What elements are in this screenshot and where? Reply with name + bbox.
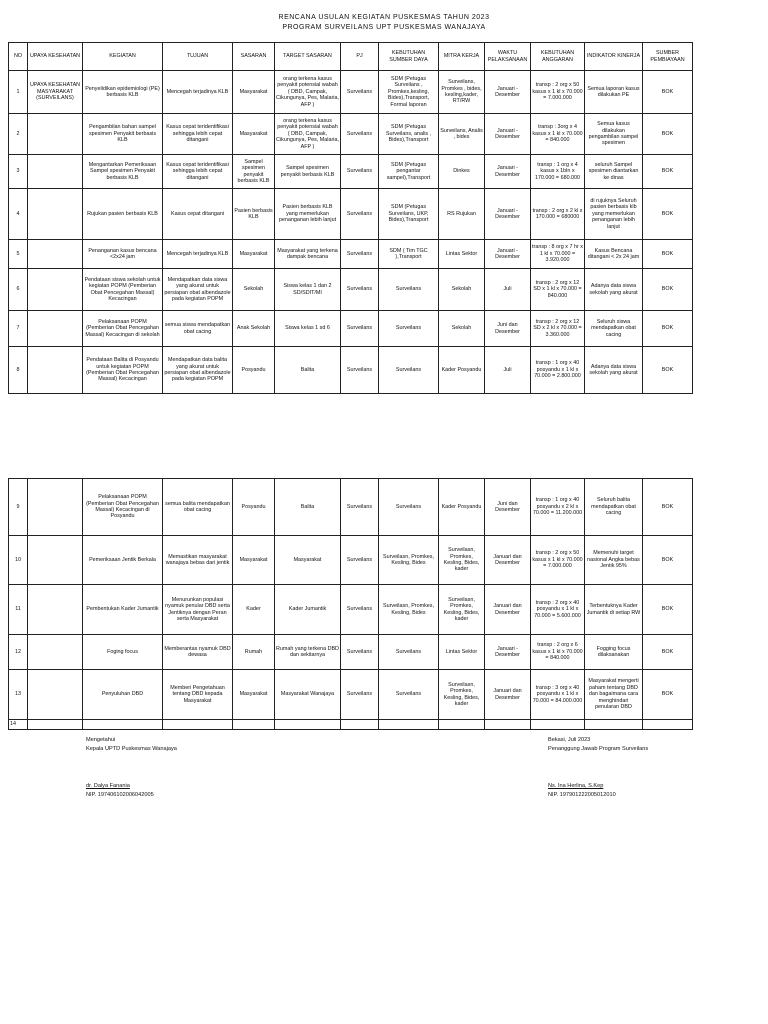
pic-cell: Surveilans <box>341 347 379 394</box>
funding-cell: BOK <box>643 155 693 189</box>
partner-cell: Sekolah <box>439 311 485 347</box>
partner-cell: Lintas Sektor <box>439 240 485 269</box>
resources-cell: SDM (Petugas pengantar sampel),Transport <box>379 155 439 189</box>
health-effort-cell <box>28 269 83 311</box>
table-body-page2 <box>9 479 693 730</box>
table-row <box>9 347 693 394</box>
pic-cell: Surveilans <box>341 635 379 670</box>
health-effort-cell <box>28 536 83 585</box>
activity-table-page2 <box>8 478 693 730</box>
health-effort-cell <box>28 635 83 670</box>
funding-cell: BOK <box>643 585 693 635</box>
activity-cell: Pendataan siswa sekolah untuk kegiatan POPM (Pemberian Obat Pencegahan Massal) Kecacingan <box>83 269 163 311</box>
objective-cell <box>163 720 233 730</box>
target-group-cell: Pasien berbasis KLB <box>233 189 275 240</box>
schedule-cell: Januari dan Desember <box>485 536 531 585</box>
pic-cell: Surveilans <box>341 479 379 536</box>
target-cell: Pasien berbasis KLB yang memerlukan penanganan lebih lanjut <box>275 189 341 240</box>
resources-cell: Surveilasn, Promkes, Kesling, Bides <box>379 536 439 585</box>
row-number: 9 <box>9 479 28 536</box>
budget-cell: transp : 2 org x 6 kasus x 1 kl x 70.000 = 840.000 <box>531 635 585 670</box>
schedule-cell: Juli <box>485 269 531 311</box>
partner-cell: RS Rujukan <box>439 189 485 240</box>
pic-cell: Surveilans <box>341 240 379 269</box>
row-number: 1 <box>9 71 28 114</box>
objective-cell: Mendapatkan data siswa yang akurat untuk persiapan obat albendazole pada kegiatan POPM <box>163 269 233 311</box>
health-effort-cell <box>28 347 83 394</box>
target-group-cell: Rumah <box>233 635 275 670</box>
row-number: 11 <box>9 585 28 635</box>
target-cell: Siswa kelas 1 dan 2 SD/SDIT/MI <box>275 269 341 311</box>
header-cell: KEBUTUHAN SUMBER DAYA <box>379 43 439 71</box>
partner-cell: Sekolah <box>439 269 485 311</box>
target-group-cell: Posyandu <box>233 347 275 394</box>
budget-cell: transp : 2 org x 40 posyandu x 1 kl x 70.000 = 5.600.000 <box>531 585 585 635</box>
schedule-cell: Juni dan Desember <box>485 311 531 347</box>
budget-cell: transp : 8 org x 7 hr x 1 kl x 70.000 = 3.920.000 <box>531 240 585 269</box>
indicator-cell: Adanya data siswa sekolah yang akurat <box>585 269 643 311</box>
target-cell <box>275 720 341 730</box>
budget-cell: transp : 2 org x 50 kasus x 1 kl x 70.000 = 7.000.000 <box>531 536 585 585</box>
funding-cell: BOK <box>643 479 693 536</box>
pic-cell: Surveilans <box>341 670 379 720</box>
target-group-cell: Masyarakat <box>233 536 275 585</box>
activity-cell: Penanganan kasus bencana <2x24 jam <box>83 240 163 269</box>
objective-cell: semua siswa mendapatkan obat cacing <box>163 311 233 347</box>
header-cell: KEGIATAN <box>83 43 163 71</box>
indicator-cell: Kasus Bencana ditangani < 2x 24 jam <box>585 240 643 269</box>
head-title: Kepala UPTD Puskesmas Wanajaya <box>86 745 177 752</box>
target-cell: Balita <box>275 347 341 394</box>
row-number: 5 <box>9 240 28 269</box>
target-group-cell: Posyandu <box>233 479 275 536</box>
funding-cell: BOK <box>643 536 693 585</box>
health-effort-cell <box>28 155 83 189</box>
partner-cell: Surveilans, Promkes , bides, kesling,kader, RT/RW <box>439 71 485 114</box>
pic-cell <box>341 720 379 730</box>
objective-cell: Mencegah terjadinya KLB <box>163 71 233 114</box>
header-cell: KEBUTUHAN ANGGARAN <box>531 43 585 71</box>
pic-cell: Surveilans <box>341 311 379 347</box>
target-group-cell: Sampel spesimen penyakit berbasis KLB <box>233 155 275 189</box>
resources-cell: Surveilasn, Promkes, Kesling, Bides <box>379 585 439 635</box>
activity-cell: Pengambilan bahan sampel spesimen Penyakit berbasis KLB <box>83 114 163 155</box>
table-body-page1 <box>9 71 693 394</box>
activity-cell: Foging focus <box>83 635 163 670</box>
table-row <box>9 311 693 347</box>
schedule-cell <box>485 720 531 730</box>
header-cell: PJ <box>341 43 379 71</box>
schedule-cell: Juni dan Desember <box>485 479 531 536</box>
activity-cell: Pembentukan Kader Jumantik <box>83 585 163 635</box>
schedule-cell: Juli <box>485 347 531 394</box>
document-title-line1: RENCANA USULAN KEGIATAN PUSKESMAS TAHUN 2023 <box>278 14 490 21</box>
header-cell: NO <box>9 43 28 71</box>
row-number: 6 <box>9 269 28 311</box>
target-cell: Rumah yang terkena DBD dan sekitarnya <box>275 635 341 670</box>
table-row <box>9 269 693 311</box>
table-header-row <box>9 43 693 71</box>
health-effort-cell <box>28 720 83 730</box>
target-group-cell: Anak Sekolah <box>233 311 275 347</box>
row-number: 8 <box>9 347 28 394</box>
row-number: 4 <box>9 189 28 240</box>
table-row <box>9 635 693 670</box>
indicator-cell <box>585 720 643 730</box>
partner-cell <box>439 720 485 730</box>
head-nip: NIP. 197406102006042005 <box>86 791 154 798</box>
pic-cell: Surveilans <box>341 114 379 155</box>
partner-cell: Surveilasn, Promkes, Kesling, Bides, kader <box>439 585 485 635</box>
activity-cell <box>83 720 163 730</box>
resources-cell: Surveilans <box>379 635 439 670</box>
budget-cell: transp : 2 org x 50 kasus x 1 kl x 70.000 = 7.000.000 <box>531 71 585 114</box>
funding-cell: BOK <box>643 269 693 311</box>
header-cell: SUMBER PEMBIAYAAN <box>643 43 693 71</box>
indicator-cell: Semua laporan kasus dilakukan PE <box>585 71 643 114</box>
schedule-cell: Januari dan Desember <box>485 670 531 720</box>
table-row <box>9 114 693 155</box>
indicator-cell: seluruh Sampel spesimen diantarkan ke dinas <box>585 155 643 189</box>
target-group-cell <box>233 720 275 730</box>
target-cell: Masyarakat Wanajaya <box>275 670 341 720</box>
header-cell: TARGET SASARAN <box>275 43 341 71</box>
row-number: 14 <box>9 720 28 730</box>
table-row <box>9 71 693 114</box>
activity-table-page1 <box>8 42 693 394</box>
target-cell: Sampel spesimen penyakit berbasis KLB <box>275 155 341 189</box>
objective-cell: Kasus cepat ditangani <box>163 189 233 240</box>
funding-cell: BOK <box>643 347 693 394</box>
pic-title: Penanggung Jawab Program Surveilans <box>548 745 649 752</box>
target-group-cell: Masyarakat <box>233 71 275 114</box>
health-effort-cell <box>28 311 83 347</box>
health-effort-cell <box>28 670 83 720</box>
objective-cell: Memberantas nyamuk DBD dewasa <box>163 635 233 670</box>
header-cell: SASARAN <box>233 43 275 71</box>
row-number: 10 <box>9 536 28 585</box>
row-number: 2 <box>9 114 28 155</box>
pic-cell: Surveilans <box>341 585 379 635</box>
target-cell: orang terkena kasus penyakit potensial wabah ( DBD, Campak, Cikungunya, Pes, Malaria, AFP ) <box>275 114 341 155</box>
pic-cell: Surveilans <box>341 536 379 585</box>
budget-cell: transp : 1 org x 4 kasus x 1bln x 170.000 = 680.000 <box>531 155 585 189</box>
activity-cell: Pelaksanaan POPM (Pemberian Obat Pencegahan Massal) Kecacingan di sekolah <box>83 311 163 347</box>
resources-cell: SDM ( Tim TGC ),Transport <box>379 240 439 269</box>
schedule-cell: Januari - Desember <box>485 240 531 269</box>
indicator-cell: Semua kasus dilakukan pengambilan sampel spesimen <box>585 114 643 155</box>
place-date: Bekasi, Juli 2023 <box>548 737 591 743</box>
table-row <box>9 720 693 730</box>
schedule-cell: Januari dan Desember <box>485 585 531 635</box>
funding-cell: BOK <box>643 670 693 720</box>
target-cell: Balita <box>275 479 341 536</box>
header-cell: TUJUAN <box>163 43 233 71</box>
resources-cell: Surveilans <box>379 479 439 536</box>
signature-left <box>86 736 177 800</box>
objective-cell: Menurunkan populasi nyamuk penular DBD serta Jentiknya dengan Peran serta Masyarakat <box>163 585 233 635</box>
resources-cell: Surveilans <box>379 347 439 394</box>
schedule-cell: Januari - Desember <box>485 635 531 670</box>
budget-cell <box>531 720 585 730</box>
resources-cell: SDM (Petugas Surveilans, UKP, Bides),Transport <box>379 189 439 240</box>
row-number: 7 <box>9 311 28 347</box>
health-effort-cell <box>28 189 83 240</box>
target-group-cell: Masyarakat <box>233 670 275 720</box>
health-effort-cell <box>28 479 83 536</box>
funding-cell: BOK <box>643 114 693 155</box>
row-number: 13 <box>9 670 28 720</box>
indicator-cell: Seluruh siswa mendapatkan obat cacing <box>585 311 643 347</box>
indicator-cell: Fogging focus dilaksanakan <box>585 635 643 670</box>
pic-cell: Surveilans <box>341 71 379 114</box>
resources-cell: SDM (Petugas Surveilans, analis , Bides),Transport <box>379 114 439 155</box>
objective-cell: Memastikan masyarakat wanajaya bebas dari jentik <box>163 536 233 585</box>
pic-name: Ns. Ina Herlina, S.Kep <box>548 782 604 789</box>
resources-cell <box>379 720 439 730</box>
head-name: dr. Dalya Fanania <box>86 782 130 789</box>
budget-cell: transp : 3org x 4 kasus x 1 kl x 70.000 = 840.000 <box>531 114 585 155</box>
partner-cell: Kader Posyandu <box>439 347 485 394</box>
resources-cell: Surveilans <box>379 311 439 347</box>
activity-cell: Pelaksanaan POPM (Pemberian Obat Pencegahan Massal) Kecacingan di Posyandu <box>83 479 163 536</box>
pic-cell: Surveilans <box>341 269 379 311</box>
target-cell: Kader Jumantik <box>275 585 341 635</box>
table-row <box>9 479 693 536</box>
resources-cell: Surveilans <box>379 269 439 311</box>
budget-cell: transp : 2 org x 12 SD x 2 kl x 70.000 = 3.360.000 <box>531 311 585 347</box>
pic-cell: Surveilans <box>341 155 379 189</box>
pic-cell: Surveilans <box>341 189 379 240</box>
activity-cell: Penyelidikan epidemiologi (PE) berbasis KLB <box>83 71 163 114</box>
schedule-cell: Januari - Desember <box>485 189 531 240</box>
target-group-cell: Kader <box>233 585 275 635</box>
funding-cell: BOK <box>643 240 693 269</box>
health-effort-cell <box>28 585 83 635</box>
objective-cell: Mendapatkan data balita yang akurat untuk persiapan obat albendazole pada kegiatan POPM <box>163 347 233 394</box>
activity-cell: Rujukan pasien berbasis KLB <box>83 189 163 240</box>
activity-cell: Mengantarkan Pemeriksaan Sampel spesimen Penyakit berbasis KLB <box>83 155 163 189</box>
budget-cell: transp : 1 org x 40 posyandu x 2 kl x 70.000 = 11.200.000 <box>531 479 585 536</box>
target-cell: orang terkena kasus penyakit potensial wabah ( DBD, Campak, Cikungunya, Pes, Malaria, AFP ) <box>275 71 341 114</box>
funding-cell: BOK <box>643 71 693 114</box>
resources-cell: Surveilans <box>379 670 439 720</box>
partner-cell: Surveilasn, Promkes, Kesling, Bides, kader <box>439 536 485 585</box>
objective-cell: Kasus cepat teridentifikasi sehingga lebih cepat ditangani <box>163 114 233 155</box>
objective-cell: Mencegah terjadinya KLB <box>163 240 233 269</box>
table-row <box>9 670 693 720</box>
partner-cell: Kader Posyandu <box>439 479 485 536</box>
health-effort-cell: UPAYA KESEHATAN MASYARAKAT (SURVEILANS) <box>28 71 83 114</box>
header-cell: MITRA KERJA <box>439 43 485 71</box>
table-row <box>9 155 693 189</box>
resources-cell: SDM (Petugas Surveilans , Promkes,kesling, Bides),Transport, Formal laporan <box>379 71 439 114</box>
budget-cell: transp : 2 org x 2 kl x 170.000 = 680000 <box>531 189 585 240</box>
indicator-cell: Terbentuknya Kader Jumantik di setiap RW <box>585 585 643 635</box>
pic-nip: NIP. 197901222005012010 <box>548 791 616 798</box>
header-cell: UPAYA KESEHATAN <box>28 43 83 71</box>
objective-cell: Memberi Pengetahuan tentang DBD kepada Masyarakat <box>163 670 233 720</box>
document-title-line2: PROGRAM SURVEILANS UPT PUSKESMAS WANAJAYA <box>282 24 486 31</box>
funding-cell: BOK <box>643 635 693 670</box>
budget-cell: transp : 2 org x 12 SD x 1 kl x 70.000 = 840.000 <box>531 269 585 311</box>
budget-cell: transp : 1 org x 40 posyandu x 1 kl x 70.000 = 2.800.000 <box>531 347 585 394</box>
table-row <box>9 536 693 585</box>
target-cell: Masyarakat <box>275 536 341 585</box>
partner-cell: Surveilans, Analis , bides <box>439 114 485 155</box>
header-cell: INDIKATOR KINERJA <box>585 43 643 71</box>
health-effort-cell <box>28 114 83 155</box>
funding-cell: BOK <box>643 189 693 240</box>
target-group-cell: Masyarakat <box>233 114 275 155</box>
table-row <box>9 240 693 269</box>
schedule-cell: Januari - Desember <box>485 71 531 114</box>
indicator-cell: Masyarakat mengerti paham tentang DBD dan bagaimana cara menghindari penularan DBD <box>585 670 643 720</box>
target-group-cell: Sekolah <box>233 269 275 311</box>
activity-cell: Pendataan Balita di Posyandu untuk kegiatan POPM (Pemberian Obat Pencegahan Massal) Kecacingan <box>83 347 163 394</box>
acknowledged-label: Mengetahui <box>86 737 116 743</box>
target-group-cell: Masyarakat <box>233 240 275 269</box>
objective-cell: Kasus cepat teridentifikasi sehingga lebih cepat ditangani <box>163 155 233 189</box>
health-effort-cell <box>28 240 83 269</box>
row-number: 3 <box>9 155 28 189</box>
activity-cell: Pemeriksaan Jentik Berkala <box>83 536 163 585</box>
budget-cell: transp : 3 org x 40 posyandu x 1 kl x 70.000 = 84.000.000 <box>531 670 585 720</box>
funding-cell <box>643 720 693 730</box>
target-cell: Siswa kelas 1 sd 6 <box>275 311 341 347</box>
activity-cell: Penyuluhan DBD <box>83 670 163 720</box>
partner-cell: Surveilasn, Promkes, Kesling, Bides, kader <box>439 670 485 720</box>
table-row <box>9 189 693 240</box>
target-cell: Masyarakat yang terkena dampak bencana <box>275 240 341 269</box>
row-number: 12 <box>9 635 28 670</box>
indicator-cell: Adanya data siswa sekolah yang akurat <box>585 347 643 394</box>
indicator-cell: di rujuknya Seluruh pasien berbasis klb yang memerlukan penanganan lebih lanjut <box>585 189 643 240</box>
objective-cell: semua balita mendapatkan obat cacing <box>163 479 233 536</box>
indicator-cell: Memenuhi target nasional Angka bebas Jentik 95% <box>585 536 643 585</box>
signature-right <box>548 736 648 800</box>
schedule-cell: Januari - Desember <box>485 114 531 155</box>
partner-cell: Lintas Sektor <box>439 635 485 670</box>
indicator-cell: Seluruh balita mendapatkan obat cacing <box>585 479 643 536</box>
header-cell: WAKTU PELAKSANAAN <box>485 43 531 71</box>
funding-cell: BOK <box>643 311 693 347</box>
schedule-cell: Januari - Desember <box>485 155 531 189</box>
table-row <box>9 585 693 635</box>
partner-cell: Dinkes <box>439 155 485 189</box>
